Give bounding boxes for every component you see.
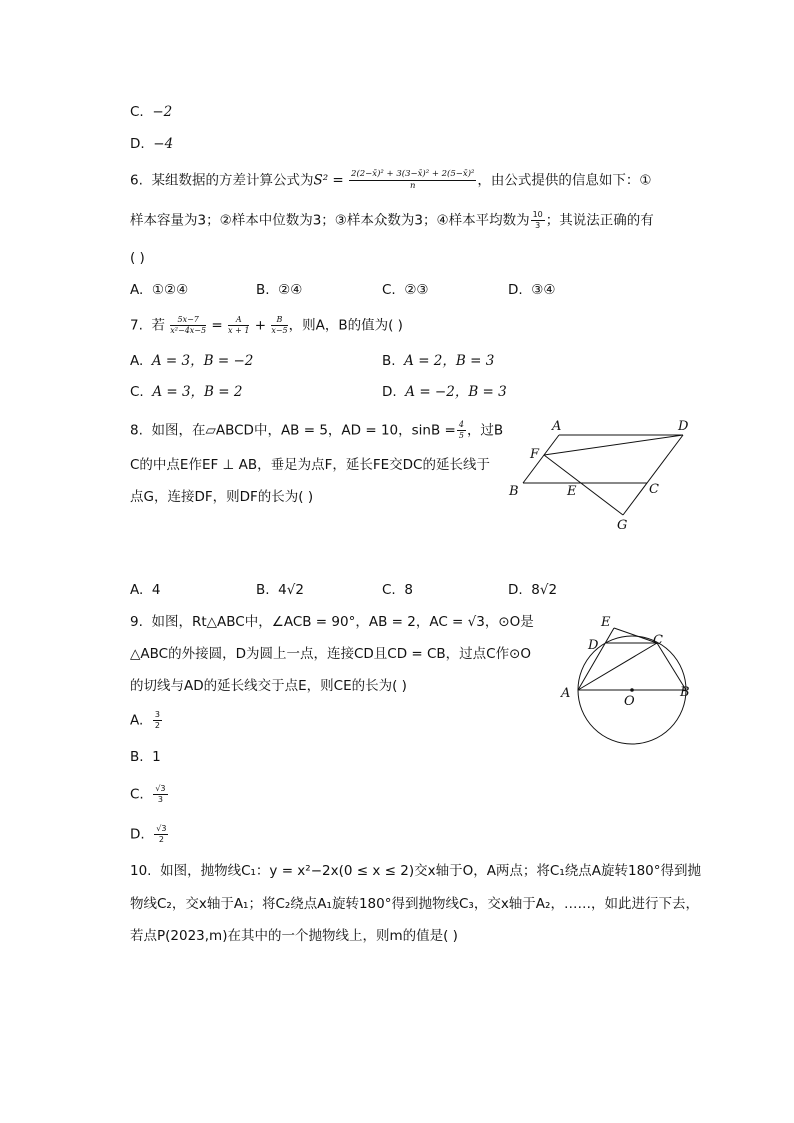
question-text: ，过B [466,422,504,439]
segment-fg [544,455,623,515]
option-label: A. [130,353,144,369]
option-denominator: 3 [157,795,163,804]
q8-option-b [256,580,304,600]
q8-line1 [130,420,503,441]
question-text: 某组数据的方差计算公式为 [151,172,314,189]
question-number: 10. [130,863,152,879]
q9-option-a [130,710,163,731]
q5-option-c [130,102,172,122]
option-text: A = 3，B = −2 [151,353,254,369]
question-text: ，则A，B的值为( ) [288,317,403,334]
label-e: E [567,484,577,499]
label-a: A [552,419,562,434]
q9-option-d [130,824,169,845]
label-e: E [601,615,611,630]
label-f: F [530,447,540,462]
plus-sign: + [254,317,267,334]
q5-option-d [130,134,173,154]
label-b: B [680,685,690,700]
option-text: 8 [404,582,413,598]
q7-option-c [130,382,242,402]
lhs-denominator: x²−4x−5 [170,326,207,335]
q8-line3: 点G，连接DF，则DF的长为( ) [130,489,314,505]
option-text: ③④ [531,282,556,298]
option-label: C. [382,582,396,598]
option-label: D. [130,136,145,152]
variance-symbol: S² = [313,172,344,189]
label-d: D [588,638,599,653]
q9-option-c [130,784,169,805]
option-text: ②④ [278,282,303,298]
q6-line1 [130,169,652,192]
option-label: B. [256,282,270,298]
q7-option-d [382,382,507,402]
b-numerator: B [271,315,287,326]
option-numerator: √3 [156,824,167,833]
question-text: 样本容量为3；②样本中位数为3；③样本众数为3；④样本平均数为 [130,212,530,229]
option-text: A = 3，B = 2 [152,384,243,400]
segment-ab [523,435,559,483]
option-text: −2 [152,104,173,120]
q6-option-c [382,280,429,300]
label-c: C [649,482,659,497]
option-numerator: 3 [154,710,160,719]
fraction-lhs [170,315,206,336]
option-text: 1 [152,749,161,765]
b-denominator: x−5 [271,326,288,335]
variance-denominator: n [409,181,416,191]
option-label: C. [130,104,144,120]
option-text: A = 2，B = 3 [404,353,495,369]
parallelogram-figure [505,415,705,537]
variance-fraction [349,169,476,192]
option-label: D. [508,282,523,298]
q9-option-b [130,747,161,767]
label-a: A [561,686,571,701]
circle-figure [556,612,696,746]
option-label: A. [130,712,144,729]
a-numerator: A [228,315,249,326]
option-text: ①②④ [151,282,189,298]
sin-fraction [457,420,466,441]
label-b: B [509,484,519,499]
option-text: 8√2 [531,582,558,598]
option-label: B. [130,749,144,765]
q8-line2: C的中点E作EF ⊥ AB，垂足为点F，延长FE交DC的延长线于 [130,457,490,473]
segment-dg [623,435,683,515]
option-label: C. [130,384,144,400]
option-label: A. [130,282,144,298]
fraction-a [228,315,249,336]
question-text: 若 [151,317,165,334]
q6-option-d [508,280,556,300]
q10-line2: 物线C₂，交x轴于A₁；将C₂绕点A₁旋转180°得到抛物线C₃，交x轴于A₂，……，如此进行下去， [130,896,699,912]
q6-line2 [130,210,654,231]
option-fraction [153,710,162,731]
question-text: 如图，在▱ABCD中，AB = 5，AD = 10，sinB = [151,422,456,439]
option-label: C. [130,786,144,803]
option-denominator: 2 [154,721,160,730]
label-d: D [678,419,689,434]
mean-numerator: 10 [532,210,543,219]
q10-line1 [130,861,701,881]
option-text: 4√2 [278,582,304,598]
sin-numerator: 4 [458,420,464,429]
option-text: A = −2，B = 3 [405,384,507,400]
mean-fraction [531,210,545,231]
equals-sign: = [211,317,223,334]
q9-line3: 的切线与AD的延长线交于点E，则CE的长为( ) [130,678,407,694]
lhs-numerator: 5x−7 [170,315,206,326]
fraction-b [271,315,287,336]
option-text: −4 [153,136,174,152]
option-label: D. [508,582,523,598]
option-label: A. [130,582,144,598]
center-point [630,688,634,692]
label-c: C [653,633,663,648]
q6-option-a [130,280,188,300]
variance-numerator: 2(2−x̄)² + 3(3−x̄)² + 2(5−x̄)² [351,169,475,179]
segment-ec [614,628,657,643]
option-numerator: √3 [155,784,166,793]
mean-denominator: 3 [535,221,541,230]
option-label: B. [382,353,396,369]
option-label: D. [382,384,397,400]
sin-denominator: 5 [458,431,464,440]
option-label: C. [382,282,396,298]
q7-line1 [130,315,403,336]
option-fraction [153,784,167,805]
q9-line1 [130,612,534,632]
question-number: 7. [130,317,143,334]
option-label: B. [256,582,270,598]
question-number: 6. [130,172,143,189]
q8-option-c [382,580,413,600]
a-denominator: x + 1 [228,326,250,335]
q8-option-a [130,580,160,600]
option-label: D. [130,826,145,843]
segment-df [544,435,683,455]
option-fraction [154,824,168,845]
question-text: ，由公式提供的信息如下：① [477,172,652,189]
q9-line2: △ABC的外接圆，D为圆上一点，连接CD且CD = CB，过点C作⊙O [130,646,532,662]
question-number: 9. [130,614,143,630]
segment-cb [657,643,686,690]
question-text: ；其说法正确的有 [545,212,654,229]
label-g: G [617,518,628,533]
option-text: ②③ [404,282,429,298]
q6-option-b [256,280,302,300]
question-text: 如图，Rt△ABC中，∠ACB = 90°，AB = 2，AC = √3，⊙O是 [151,614,534,630]
option-denominator: 2 [158,835,164,844]
option-text: 4 [151,582,161,598]
label-o: O [624,694,635,709]
q7-option-a [130,351,253,371]
q6-answer-paren: ( ) [130,250,145,266]
q10-line3: 若点P(2023,m)在其中的一个抛物线上，则m的值是( ) [130,928,458,944]
question-text: 如图，抛物线C₁：y = x²−2x(0 ≤ x ≤ 2)交x轴于O，A两点；将C₁绕点A旋转180°得到抛 [160,863,702,879]
q7-option-b [382,351,494,371]
q8-option-d [508,580,557,600]
question-number: 8. [130,422,143,439]
